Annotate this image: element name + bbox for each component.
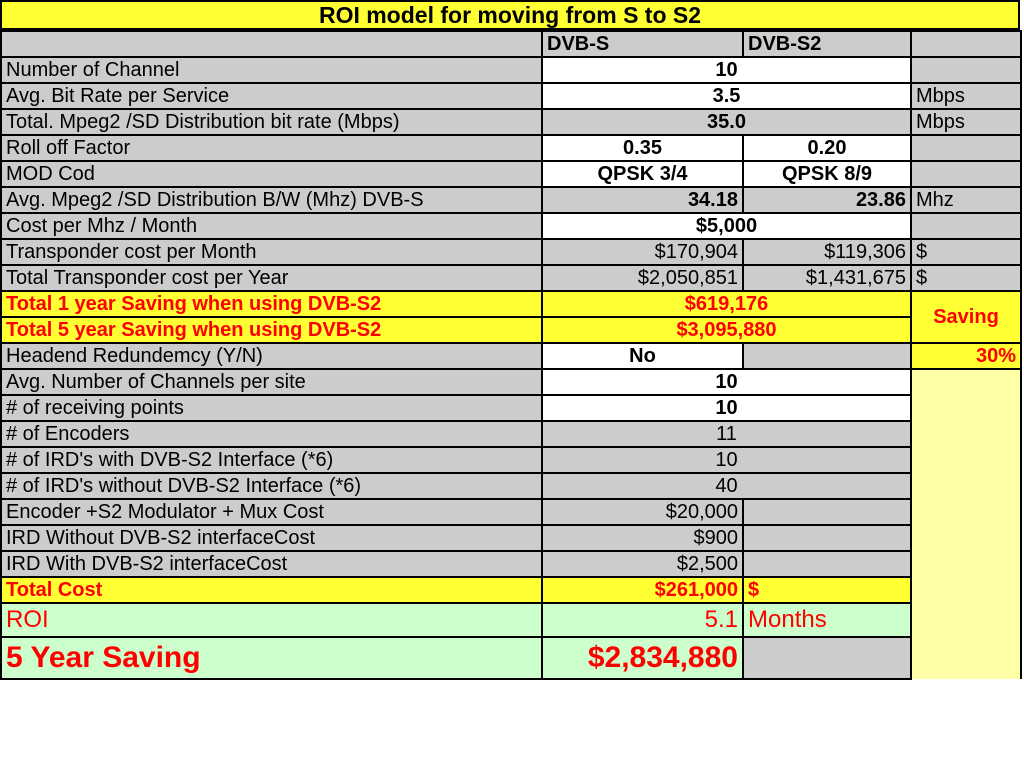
unit-cell — [911, 161, 1021, 187]
header-blank — [1, 31, 542, 57]
total-cost-unit: $ — [743, 577, 911, 603]
empty-cell — [743, 525, 911, 551]
unit-cell: $ — [911, 265, 1021, 291]
header-unit — [911, 31, 1021, 57]
row-label: # of Encoders — [1, 421, 542, 447]
table-row — [1, 135, 1021, 161]
table-row — [1, 317, 1021, 343]
bandwidth-dvbs: 34.18 — [542, 187, 743, 213]
row-label: IRD With DVB-S2 interfaceCost — [1, 551, 542, 577]
bandwidth-dvbs2: 23.86 — [743, 187, 911, 213]
table-row — [1, 551, 1021, 577]
table-row — [1, 395, 1021, 421]
table-row — [1, 239, 1021, 265]
empty-cell — [743, 343, 911, 369]
row-label: Number of Channel — [1, 57, 542, 83]
unit-cell — [911, 213, 1021, 239]
row-label: Avg. Mpeg2 /SD Distribution B/W (Mhz) DVB-S — [1, 187, 542, 213]
row-label: Encoder +S2 Modulator + Mux Cost — [1, 499, 542, 525]
total-bitrate-value: 35.0 — [542, 109, 911, 135]
side-panel — [911, 369, 1021, 679]
transponder-year-dvbs2: $1,431,675 — [743, 265, 911, 291]
ird-without-value: 40 — [542, 473, 911, 499]
row-label: # of receiving points — [1, 395, 542, 421]
row-label: Total 5 year Saving when using DVB-S2 — [1, 317, 542, 343]
transponder-month-dvbs2: $119,306 — [743, 239, 911, 265]
unit-cell — [911, 57, 1021, 83]
redundancy-input[interactable]: No — [542, 343, 743, 369]
bitrate-input[interactable]: 3.5 — [542, 83, 911, 109]
row-label: Avg. Bit Rate per Service — [1, 83, 542, 109]
ird-without-cost-value: $900 — [542, 525, 743, 551]
table-row — [1, 473, 1021, 499]
rolloff-dvbs-input[interactable]: 0.35 — [542, 135, 743, 161]
header-dvbs2: DVB-S2 — [743, 31, 911, 57]
row-label: Total 1 year Saving when using DVB-S2 — [1, 291, 542, 317]
row-label: MOD Cod — [1, 161, 542, 187]
row-label: Total. Mpeg2 /SD Distribution bit rate (Mbps) — [1, 109, 542, 135]
table-row — [1, 447, 1021, 473]
row-label: ROI — [1, 603, 542, 637]
roi-value: 5.1 — [542, 603, 743, 637]
table-row — [1, 525, 1021, 551]
table-row — [1, 343, 1021, 369]
roi-unit: Months — [743, 603, 911, 637]
modcod-dvbs2-input[interactable]: QPSK 8/9 — [743, 161, 911, 187]
header-dvbs: DVB-S — [542, 31, 743, 57]
receiving-input[interactable]: 10 — [542, 395, 911, 421]
table-row — [1, 109, 1021, 135]
row-label: 5 Year Saving — [1, 637, 542, 679]
table-row — [1, 603, 1021, 637]
ird-with-cost-value: $2,500 — [542, 551, 743, 577]
roi-table — [0, 30, 1022, 680]
transponder-year-dvbs: $2,050,851 — [542, 265, 743, 291]
unit-cell: Mhz — [911, 187, 1021, 213]
table-row — [1, 421, 1021, 447]
channels-site-input[interactable]: 10 — [542, 369, 911, 395]
empty-cell — [743, 551, 911, 577]
table-row — [1, 577, 1021, 603]
row-label: Transponder cost per Month — [1, 239, 542, 265]
unit-cell: Mbps — [911, 109, 1021, 135]
table-row — [1, 265, 1021, 291]
table-row — [1, 213, 1021, 239]
encoder-cost-value: $20,000 — [542, 499, 743, 525]
table-row — [1, 83, 1021, 109]
row-label: # of IRD's with DVB-S2 Interface (*6) — [1, 447, 542, 473]
modcod-dvbs-input[interactable]: QPSK 3/4 — [542, 161, 743, 187]
empty-cell — [743, 499, 911, 525]
redundancy-percent[interactable]: 30% — [911, 343, 1021, 369]
row-label: IRD Without DVB-S2 interfaceCost — [1, 525, 542, 551]
saving-5y-value: $3,095,880 — [542, 317, 911, 343]
table-row — [1, 369, 1021, 395]
rolloff-dvbs2-input[interactable]: 0.20 — [743, 135, 911, 161]
table-row — [1, 291, 1021, 317]
unit-cell: Mbps — [911, 83, 1021, 109]
row-label: Total Cost — [1, 577, 542, 603]
total-cost-value: $261,000 — [542, 577, 743, 603]
unit-cell: $ — [911, 239, 1021, 265]
row-label: Headend Redundemcy (Y/N) — [1, 343, 542, 369]
row-label: Roll off Factor — [1, 135, 542, 161]
table-row — [1, 187, 1021, 213]
row-label: Total Transponder cost per Year — [1, 265, 542, 291]
channels-input[interactable]: 10 — [542, 57, 911, 83]
saving-label: Saving — [911, 291, 1021, 343]
cost-mhz-input[interactable]: $5,000 — [542, 213, 911, 239]
row-label: # of IRD's without DVB-S2 Interface (*6) — [1, 473, 542, 499]
table-header-row — [1, 31, 1021, 57]
saving-1y-value: $619,176 — [542, 291, 911, 317]
five-year-value: $2,834,880 — [542, 637, 743, 679]
transponder-month-dvbs: $170,904 — [542, 239, 743, 265]
row-label: Cost per Mhz / Month — [1, 213, 542, 239]
empty-cell — [743, 637, 911, 679]
page-title: ROI model for moving from S to S2 — [0, 0, 1020, 30]
table-row — [1, 57, 1021, 83]
ird-with-value: 10 — [542, 447, 911, 473]
table-row — [1, 499, 1021, 525]
row-label: Avg. Number of Channels per site — [1, 369, 542, 395]
table-row — [1, 637, 1021, 679]
encoders-value: 11 — [542, 421, 911, 447]
table-row — [1, 161, 1021, 187]
unit-cell — [911, 135, 1021, 161]
